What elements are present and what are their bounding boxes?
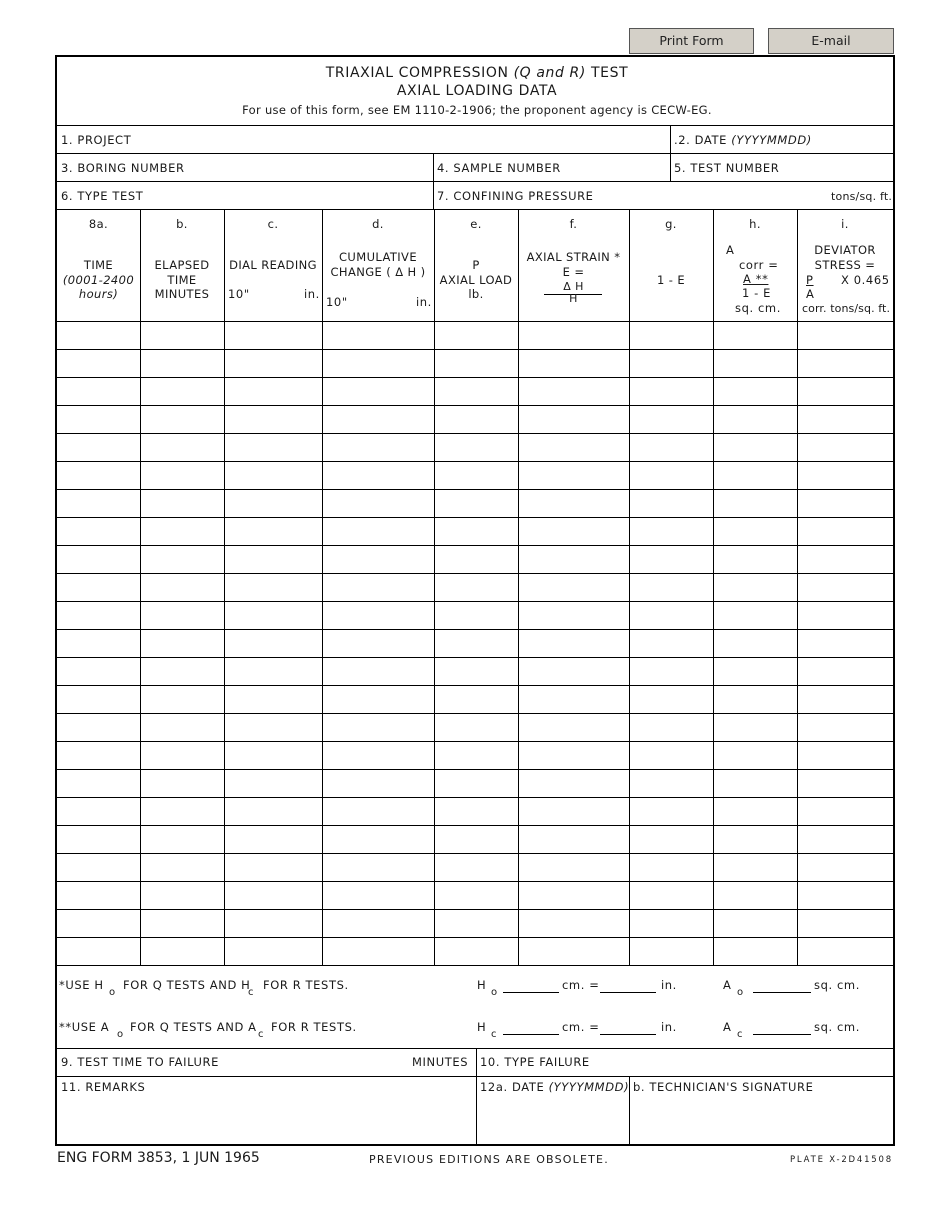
col-elapsed-header: ELAPSED TIME MINUTES	[154, 258, 210, 301]
col-acorr-unit: sq. cm.	[735, 301, 781, 315]
col-f-letter: f.	[569, 217, 578, 231]
col-axial-strain-header: AXIAL STRAIN * E =	[526, 250, 621, 279]
test-time-to-failure-field[interactable]: 9. TEST TIME TO FAILURE	[61, 1055, 220, 1069]
col-one-minus-e-header: 1 - E	[656, 273, 686, 287]
confining-pressure-field[interactable]: 7. CONFINING PRESSURE	[437, 189, 594, 203]
col-h-letter: h.	[749, 217, 761, 231]
col-acorr-a: A	[726, 243, 735, 257]
plate-id: PLATE X-2D41508	[790, 1155, 893, 1165]
col-time-header: TIME (0001-2400 hours)	[62, 258, 135, 301]
form-title: TRIAXIAL COMPRESSION (Q and R) TEST	[325, 65, 629, 81]
sample-number-field[interactable]: 4. SAMPLE NUMBER	[437, 161, 561, 175]
col-cumulative-unit: in.	[416, 295, 432, 309]
col-b-letter: b.	[176, 217, 188, 231]
confining-unit: tons/sq. ft.	[831, 190, 893, 203]
col-c-letter: c.	[267, 217, 279, 231]
col-deviator-header: DEVIATOR STRESS =	[814, 243, 876, 272]
col-acorr-label: corr =	[739, 258, 779, 272]
project-field[interactable]: 1. PROJECT	[61, 133, 132, 147]
col-e-letter: e.	[470, 217, 482, 231]
col-d-letter: d.	[372, 217, 384, 231]
type-test-field[interactable]: 6. TYPE TEST	[61, 189, 144, 203]
minutes-label: MINUTES	[412, 1055, 469, 1069]
col-i-letter: i.	[841, 217, 849, 231]
col-dial-unit: in.	[304, 287, 320, 301]
col-8a-letter: 8a.	[88, 217, 109, 231]
date-field[interactable]: .2. DATE (YYYYMMDD)	[674, 133, 812, 147]
col-cumulative-value: 10"	[326, 295, 348, 309]
form-id: ENG FORM 3853, 1 JUN 1965	[57, 1150, 260, 1166]
col-deviator-unit: corr. tons/sq. ft.	[802, 302, 891, 315]
obsolete-notice: PREVIOUS EDITIONS ARE OBSOLETE.	[369, 1153, 609, 1166]
col-dial-header: DIAL READING	[229, 258, 317, 272]
col-axial-load-header: P AXIAL LOAD lb.	[439, 258, 513, 301]
col-acorr-numerator: A **	[743, 272, 769, 286]
col-deviator-factor: X 0.465	[841, 273, 890, 287]
form-subtitle: AXIAL LOADING DATA	[396, 83, 558, 99]
test-number-field[interactable]: 5. TEST NUMBER	[674, 161, 780, 175]
date-12a-field[interactable]: 12a. DATE (YYYYMMDD)	[480, 1080, 630, 1094]
boring-number-field[interactable]: 3. BORING NUMBER	[61, 161, 185, 175]
print-form-button[interactable]: Print Form	[629, 28, 754, 54]
col-deviator-a: A	[806, 287, 815, 301]
col-strain-denominator: H	[569, 292, 578, 305]
type-failure-field[interactable]: 10. TYPE FAILURE	[480, 1055, 590, 1069]
remarks-field[interactable]: 11. REMARKS	[61, 1080, 146, 1094]
technician-signature-field[interactable]: b. TECHNICIAN'S SIGNATURE	[633, 1080, 814, 1094]
col-cumulative-header: CUMULATIVE CHANGE ( Δ H )	[330, 250, 426, 279]
col-strain-numerator: Δ H	[563, 280, 584, 293]
col-dial-value: 10"	[228, 287, 250, 301]
form-usage-note: For use of this form, see EM 1110-2-1906; the proponent agency is CECW-EG.	[242, 103, 712, 117]
col-deviator-p: P	[806, 273, 814, 287]
col-g-letter: g.	[665, 217, 677, 231]
triaxial-form: TRIAXIAL COMPRESSION (Q and R) TEST AXIAL LOADING DATA For use of this form, see EM 1110-2-1906; the proponent agency is CECW-EG. 1. PROJECT .2. DATE (YYYYMMDD) 3. BORING NUMBER 4. SAMPLE NUMBER 5. TEST NUMBER 6. TYPE TEST 7. CONFINING PRESSURE tons/sq. ft. 8a. TIME (0001-2400 hours) b. ELAPSED TIME MINUTES c. DIAL READING 10" in. d. CUMULATIVE CHANGE ( Δ H ) 10" in. e. P AXIAL LOAD lb. f. AXIAL STRAIN * E = Δ H H g. 1 - E h. A corr = A ** 1 - E sq. cm. i. DEVIATOR STRESS = P X 0.465 A corr. tons/sq. ft. *USE H o FOR Q TESTS AND H c FOR R TESTS. **USE A o FOR Q TESTS AND A c FOR R TESTS. H o cm. = in. A o sq. cm. H c cm. = in. A c sq. cm. 9. TEST TIME TO FAILURE MINUTES 10. TYPE FAILURE 11. REMARKS 12a. DATE (YYYYMMDD) b. TECHNICIAN'S SIGNATURE	[55, 55, 895, 1146]
email-button[interactable]: E-mail	[768, 28, 894, 54]
col-acorr-denominator: 1 - E	[742, 286, 772, 300]
